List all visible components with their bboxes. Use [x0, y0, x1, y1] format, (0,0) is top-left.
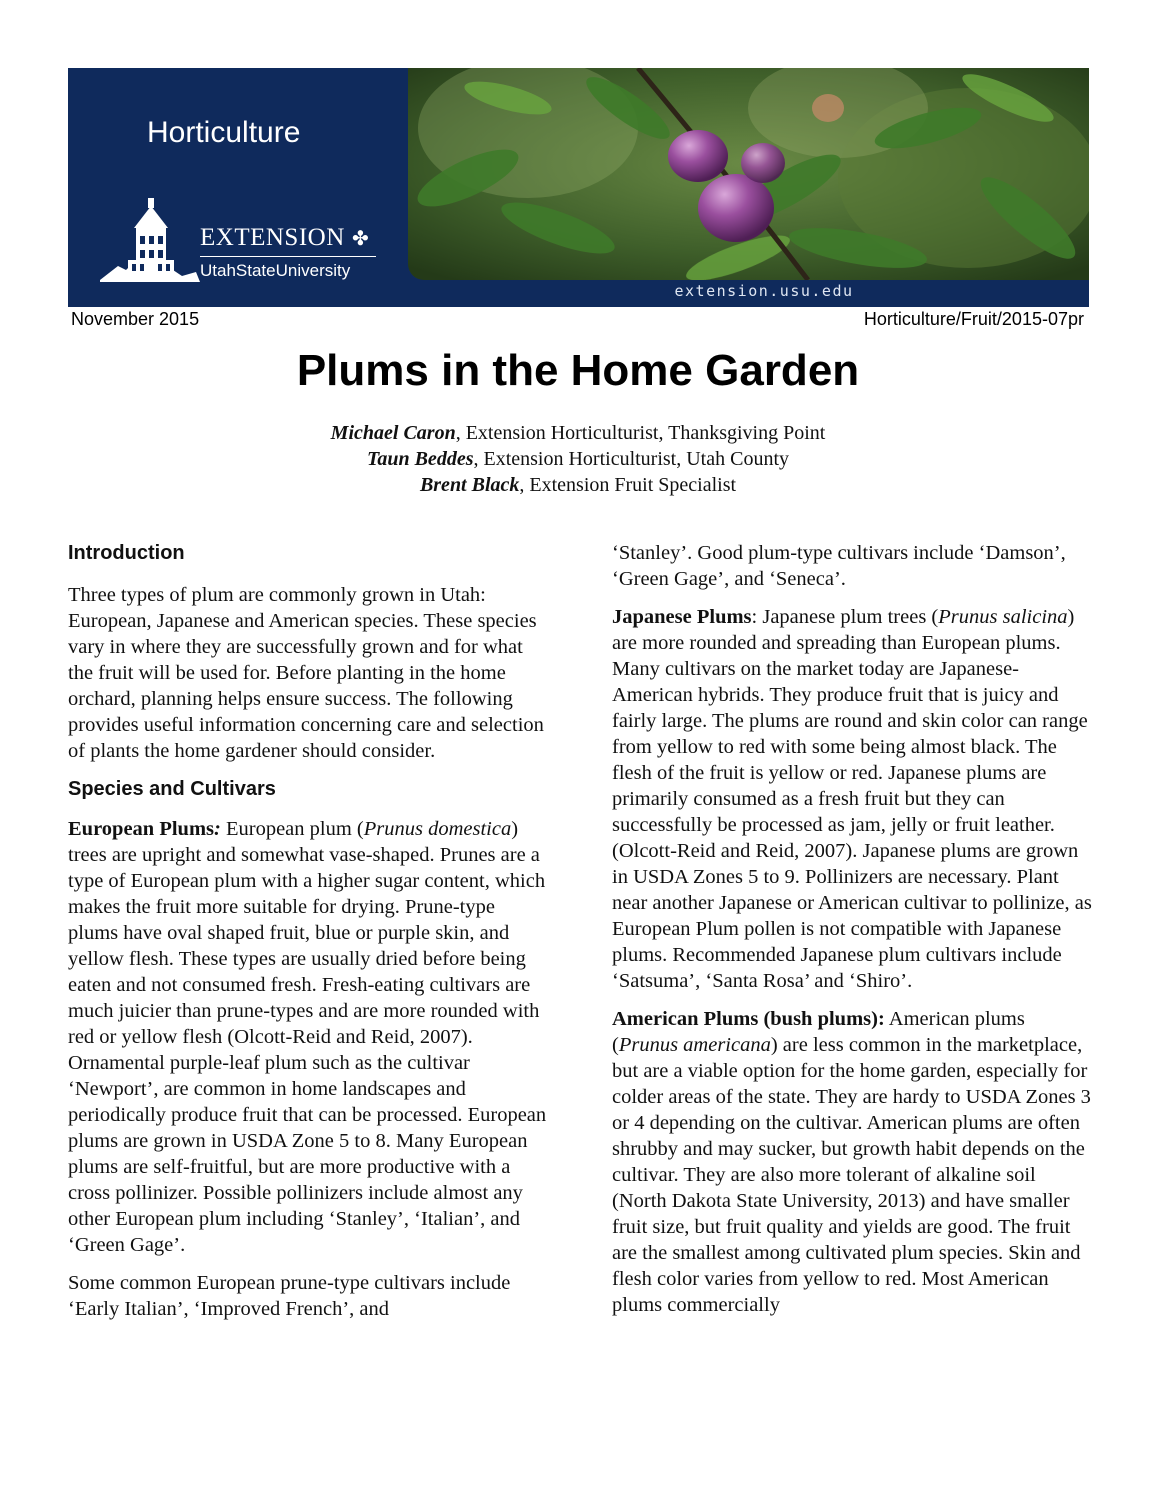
publication-date: November 2015 — [71, 309, 200, 329]
introduction-heading: Introduction — [68, 542, 185, 564]
paragraph-text: ) trees are upright and somewhat vase-shaped. Prunes are a type of European plum with a higher sugar content, which makes the fruit more suitable for drying. Prune-type plums have oval shaped fruit, blue or purple skin, and yellow flesh. These types are usually dried before being eaten and not consumed fresh. Fresh-eating cultivars are much juicier than prune-types and are more rounded with red or yellow flesh (Olcott-Reid and Reid, 2007). Ornamental purple-leaf plum such as the cultivar ‘Newport’, are common in home landscapes and periodically produce fruit that can be processed. European plums are grown in USDA Zone 5 to 8. Many European plums are self-fruitful, but are more productive with a cross pollinizer. Possible pollinizers include almost any other European plum including ‘Stanley’, ‘Italian’, and ‘Green Gage’. — [68, 818, 547, 1256]
author-role: , Extension Horticulturist, Thanksgiving Point — [455, 422, 826, 444]
author-list — [0, 420, 1156, 498]
american-plums-paragraph — [612, 1006, 1092, 1318]
usu-extension-logo — [100, 198, 390, 288]
author-line — [0, 472, 1156, 498]
continued-paragraph: ‘Stanley’. Good plum-type cultivars include ‘Damson’, ‘Green Gage’, and ‘Seneca’. — [612, 542, 1066, 590]
publication-code: Horticulture/Fruit/2015-07pr — [863, 309, 1084, 329]
japanese-plums-lead: Japanese Plums — [612, 606, 752, 628]
paragraph-text: : Japanese plum trees ( — [751, 606, 939, 628]
japanese-plums-paragraph — [612, 604, 1092, 994]
extension-wordmark: EXTENSION — [200, 224, 345, 251]
right-column — [612, 540, 1092, 1330]
american-plums-lead: American Plums (bush plums): — [612, 1008, 885, 1030]
author-line — [0, 420, 1156, 446]
prune-cultivars-paragraph: Some common European prune-type cultivars include ‘Early Italian’, ‘Improved French’, and — [68, 1272, 511, 1320]
old-main-building-icon — [100, 198, 200, 288]
introduction-paragraph: Three types of plum are commonly grown in Utah: European, Japanese and American species. These species vary in where they are successfully grown and for what the fruit will be used for. Before planting in the home orchard, planning helps ensure success. The following provides useful information concerning care and selection of plants the home gardener should consider. — [68, 584, 544, 762]
author-name: Taun Beddes — [366, 448, 474, 470]
paragraph-text: ) are more rounded and spreading than European plums. Many cultivars on the market today are Japanese-American hybrids. They produce fruit that is juicy and fairly large. The plums are round and skin color can range from yellow to red with some being almost black. The flesh of the fruit is yellow or red. Japanese plums are primarily consumed as a fresh fruit but they can successfully be processed as jam, jelly or fruit leather. (Olcott-Reid and Reid, 2007). Japanese plums are grown in USDA Zones 5 to 9. Pollinizers are necessary. Plant near another Japanese or American cultivar to pollinize, as European Plum pollen is not compatible with Japanese plums. Recommended Japanese plum cultivars include ‘Satsuma’, ‘Santa Rosa’ and ‘Shiro’. — [612, 606, 1092, 992]
paragraph-text: European plum ( — [220, 818, 364, 840]
scientific-name: Prunus americana — [618, 1034, 771, 1056]
university-wordmark: UtahStateUniversity — [200, 261, 351, 280]
header-banner — [68, 68, 1089, 307]
author-role: , Extension Fruit Specialist — [519, 474, 737, 496]
logo-divider — [200, 256, 376, 257]
plum-tree-photo — [408, 68, 1089, 280]
banner-section-title: Horticulture — [147, 116, 301, 149]
paragraph-text: ) are less common in the marketplace, but are a viable option for the home garden, especially for colder areas of the state. They are hardy to USDA Zones 3 or 4 depending on the cultivar. American plums are often shrubby and may sucker, but growth habit depends on the cultivar. They are also more tolerant of alkaline soil (North Dakota State University, 2013) and have smaller fruit size, but fruit quality and yields are good. The fruit are the smallest among cultivated plum species. Skin and flesh color varies from yellow to red. Most American plums commercially — [612, 1034, 1091, 1316]
left-column — [68, 540, 548, 1334]
author-name: Brent Black — [419, 474, 520, 496]
author-line — [0, 446, 1156, 472]
european-plums-lead: European Plums — [68, 818, 215, 840]
scientific-name: Prunus domestica — [363, 818, 512, 840]
clover-4h-icon: ✤ — [352, 226, 369, 250]
author-name: Michael Caron — [330, 422, 456, 444]
author-role: , Extension Horticulturist, Utah County — [473, 448, 790, 470]
european-plums-colon: : — [214, 818, 221, 840]
species-heading: Species and Cultivars — [68, 778, 276, 800]
page-title: Plums in the Home Garden — [296, 346, 860, 395]
extension-url: extension.usu.edu — [674, 282, 854, 300]
european-plums-paragraph — [68, 816, 548, 1258]
scientific-name: Prunus salicina — [938, 606, 1068, 628]
paragraph-text: American plums ( — [612, 1008, 1025, 1056]
